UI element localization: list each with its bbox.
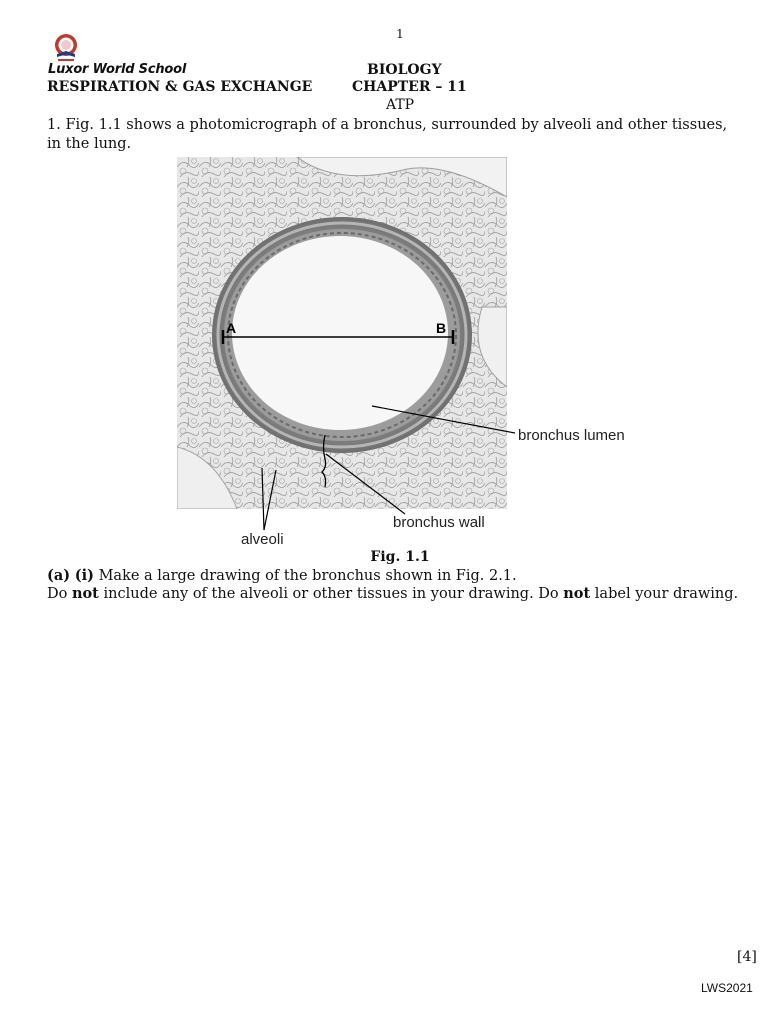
school-name: Luxor World School (48, 62, 187, 77)
marks-allocation: [4] (737, 949, 757, 965)
point-b-label: B (436, 320, 447, 336)
instruction-text-1: Do (47, 586, 72, 602)
topic-title: RESPIRATION & GAS EXCHANGE (47, 79, 313, 95)
question-intro: 1. Fig. 1.1 shows a photomicrograph of a bronchus, surrounded by alveoli and other tissues, in the lung. (47, 117, 728, 152)
instruction-emphasis-1: not (71, 585, 99, 602)
alveoli-label: alveoli (241, 531, 284, 548)
instruction-emphasis-2: not (563, 585, 591, 602)
sub-topic-title: ATP (386, 97, 415, 113)
bronchus-photomicrograph (177, 157, 507, 509)
figure-caption: Fig. 1.1 (370, 549, 430, 565)
point-a-label: A (226, 320, 237, 336)
bronchus-lumen-label: bronchus lumen (518, 427, 625, 444)
page-number: 1 (396, 27, 404, 41)
part-number: (a) (47, 567, 71, 584)
part-a-text: Make a large drawing of the bronchus shown in Fig. 2.1. (93, 568, 517, 584)
question-part-a (47, 567, 517, 584)
subject-title: BIOLOGY (367, 62, 442, 78)
sub-part-number: (i) (74, 567, 94, 584)
school-logo (48, 32, 84, 64)
bronchus-wall-label: bronchus wall (393, 514, 485, 531)
instruction-text-3: label your drawing. (590, 586, 739, 602)
chapter-title: CHAPTER – 11 (352, 79, 467, 95)
instruction-text-2: include any of the alveoli or other tissues in your drawing. Do (98, 586, 564, 602)
footer-code: LWS2021 (701, 981, 753, 995)
drawing-instruction (47, 585, 738, 602)
